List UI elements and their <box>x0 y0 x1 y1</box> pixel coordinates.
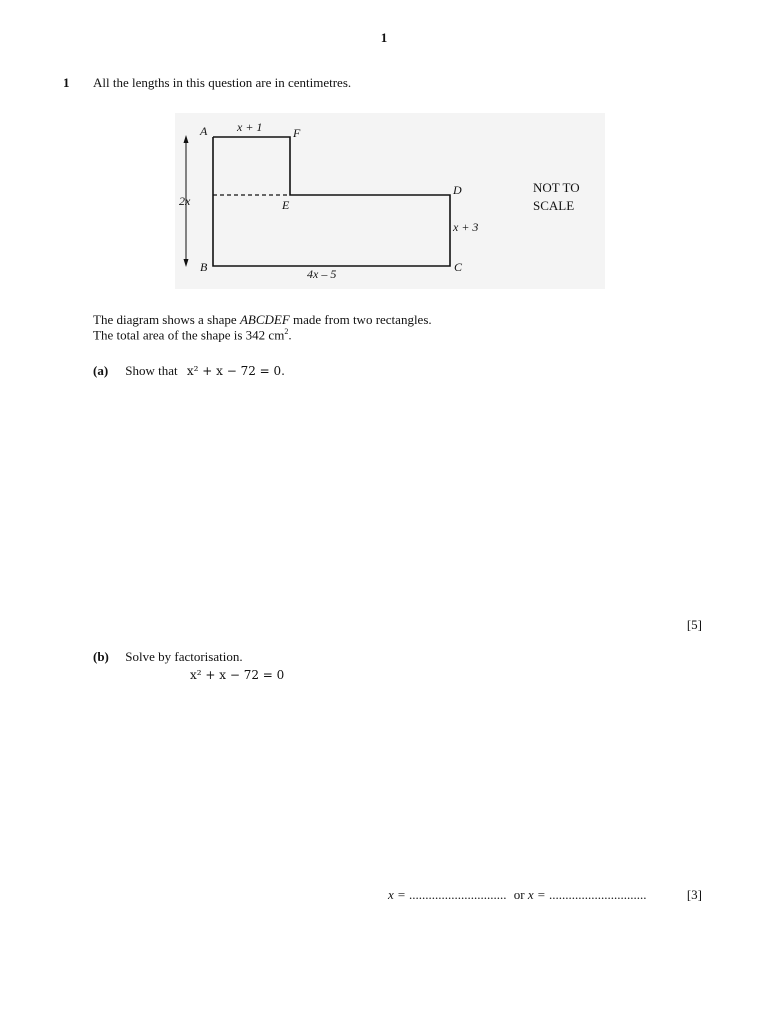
question-number: 1 <box>63 75 70 90</box>
answer-x2-blank[interactable]: .............................. <box>548 887 647 902</box>
page-number: 1 <box>380 30 388 45</box>
area-text: The total area of the shape is 342 cm <box>93 327 285 343</box>
label-height: 2x <box>179 194 191 208</box>
description-prefix: The diagram shows a shape <box>93 312 240 327</box>
part-a-marks: [5] <box>686 617 702 632</box>
not-to-scale-line1: NOT TO <box>533 180 580 195</box>
not-to-scale-line2: SCALE <box>533 198 575 213</box>
question-intro: All the lengths in this question are in centimetres. <box>93 75 352 90</box>
height-arrow-bottom <box>184 259 189 267</box>
part-b-instruction: Solve by factorisation. <box>125 649 243 664</box>
answer-line <box>388 887 646 903</box>
label-bottom-width: 4x – 5 <box>307 267 337 281</box>
part-a-label: (a) <box>93 363 109 378</box>
height-arrow-top <box>184 135 189 143</box>
part-a-instruction: Show that <box>125 363 178 378</box>
description-line2 <box>93 327 292 343</box>
answer-x1-blank[interactable]: .............................. <box>409 887 507 902</box>
shape-outline <box>213 137 450 266</box>
vertex-b: B <box>200 260 208 274</box>
description-line1 <box>93 312 432 328</box>
answer-or: or <box>513 887 525 902</box>
vertex-c: C <box>454 260 463 274</box>
vertex-f: F <box>293 126 301 140</box>
vertex-e: E <box>282 198 290 212</box>
shape-diagram <box>175 113 605 289</box>
vertex-d: D <box>453 183 462 197</box>
part-a-equation: x² + x − 72 = 0. <box>186 364 285 378</box>
label-right-height: x + 3 <box>453 220 479 234</box>
part-a <box>93 363 285 379</box>
answer-x2-label: x = <box>527 887 546 902</box>
area-superscript: 2 <box>284 327 289 336</box>
area-end: . <box>288 327 292 343</box>
vertex-a: A <box>200 124 208 138</box>
description-suffix: made from two rectangles. <box>289 312 432 327</box>
answer-x1-label: x = <box>388 887 406 902</box>
part-b-marks: [3] <box>686 887 702 902</box>
part-b-label: (b) <box>93 649 109 664</box>
shape-name: ABCDEF <box>239 312 290 327</box>
label-top-width: x + 1 <box>237 120 263 134</box>
part-b <box>93 649 243 665</box>
part-b-equation: x² + x − 72 = 0 <box>190 668 285 682</box>
